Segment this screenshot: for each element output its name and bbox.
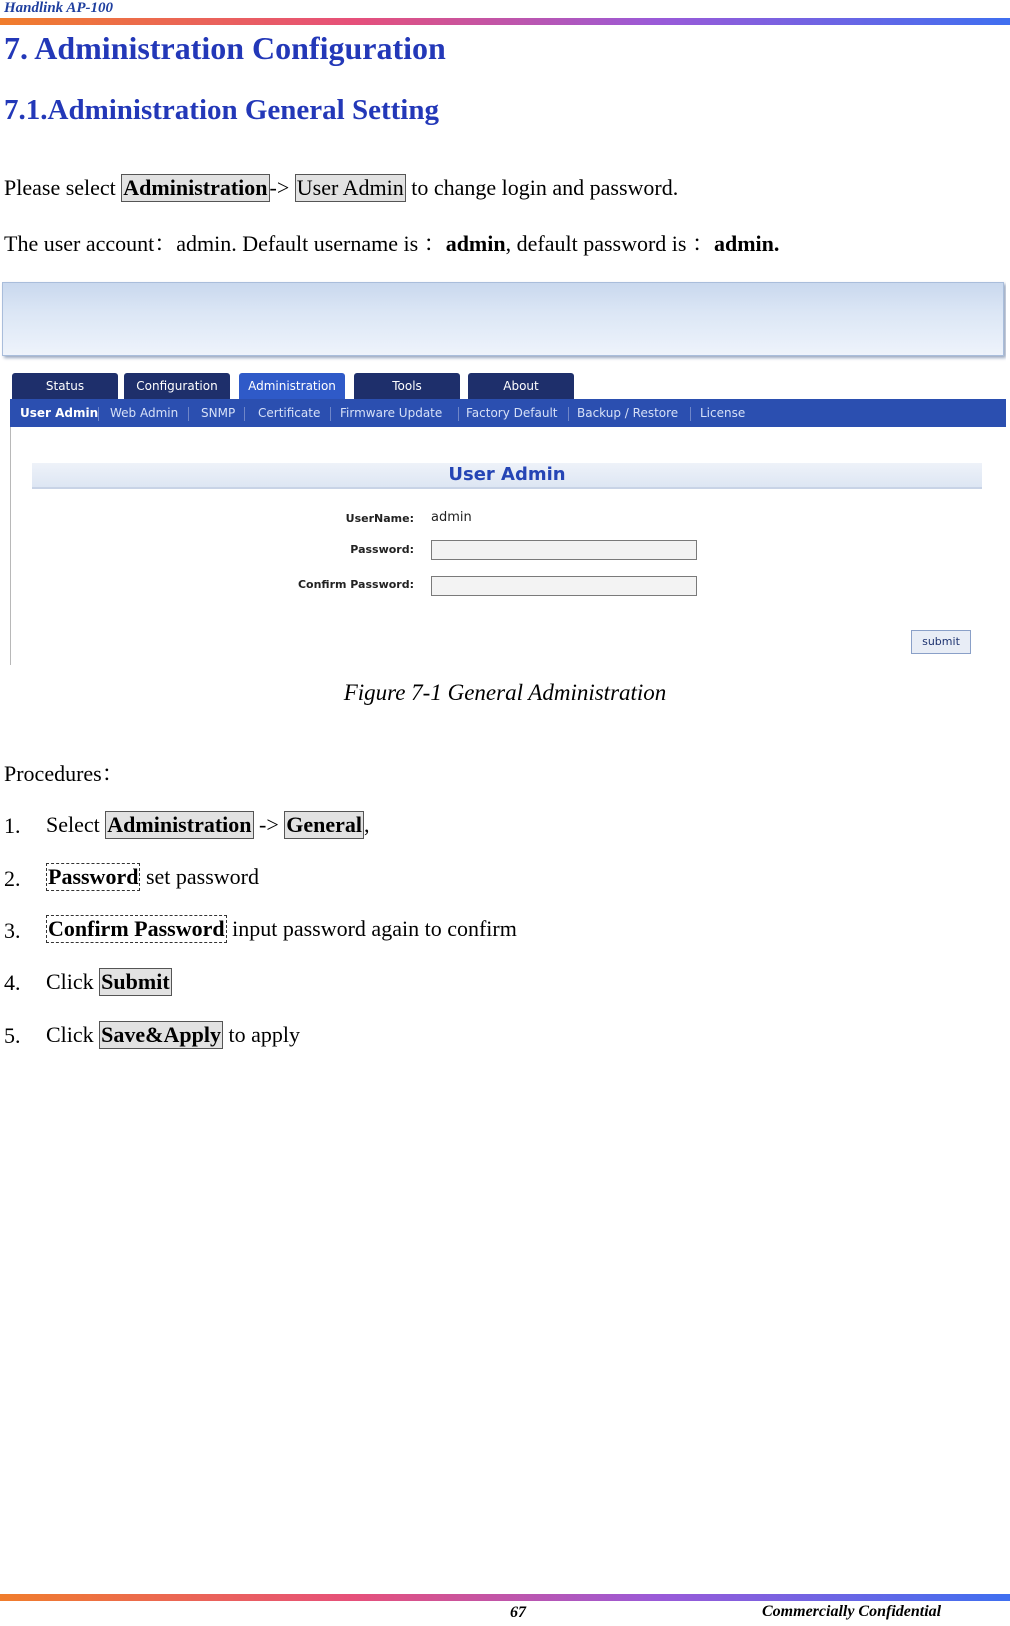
step-text: Select	[46, 812, 106, 837]
field-ref-password: Password	[48, 864, 139, 889]
username-value: admin	[431, 510, 472, 525]
arrow-text: ->	[253, 812, 285, 837]
subnav-divider	[244, 407, 245, 421]
subnav-license[interactable]: License	[700, 406, 746, 420]
header-color-bar	[0, 18, 1010, 25]
subnav-divider	[330, 407, 331, 421]
section-heading: 7. Administration Configuration	[4, 30, 446, 66]
panel-left-border	[10, 427, 11, 665]
figure-caption: Figure 7-1 General Administration	[343, 680, 667, 705]
step-5	[46, 1021, 300, 1049]
default-username: admin	[445, 231, 506, 256]
tab-configuration[interactable]: Configuration	[124, 373, 230, 399]
step-number: 1.	[4, 813, 21, 838]
subnav-divider	[188, 407, 189, 421]
subnav-web-admin[interactable]: Web Admin	[110, 406, 179, 420]
user-admin-panel-title: User Admin	[32, 463, 982, 489]
step-text: Click	[46, 969, 100, 994]
confirm-password-label: Confirm Password:	[297, 578, 414, 591]
step-text-end: input password again to confirm	[226, 916, 517, 941]
subsection-heading: 7.1.Administration General Setting	[4, 94, 439, 126]
subnav-divider	[568, 407, 569, 421]
confidential-notice: Commercially Confidential	[762, 1603, 942, 1620]
menu-ref-user-admin: User Admin	[296, 175, 404, 200]
field-ref-confirm-password: Confirm Password	[48, 916, 225, 941]
tab-administration[interactable]: Administration	[239, 373, 345, 399]
confirm-password-input[interactable]	[431, 576, 697, 596]
document-header-title: Handlink AP-100	[4, 0, 114, 16]
procedures-heading: Procedures：	[4, 761, 124, 786]
step-text: Click	[46, 1022, 100, 1047]
intro-line-1	[4, 174, 678, 202]
subnav-certificate[interactable]: Certificate	[258, 406, 321, 420]
username-label: UserName:	[345, 512, 414, 525]
subnav-firmware-update[interactable]: Firmware Update	[340, 406, 443, 420]
subnav-user-admin[interactable]: User Admin	[20, 406, 99, 420]
step-number: 3.	[4, 918, 21, 943]
submit-button[interactable]: submit	[911, 630, 971, 654]
default-password: admin.	[713, 231, 780, 256]
password-text: , default password is ：	[505, 231, 714, 256]
tab-status[interactable]: Status	[12, 373, 118, 399]
step-2	[46, 863, 259, 891]
subnav-backup-restore[interactable]: Backup / Restore	[577, 406, 679, 420]
menu-ref-administration: Administration	[123, 175, 268, 200]
step-text-end: set password	[140, 864, 259, 889]
page-number: 67	[510, 1604, 526, 1621]
password-label: Password:	[350, 543, 414, 556]
tab-about[interactable]: About	[468, 373, 574, 399]
button-ref-save-apply: Save&Apply	[101, 1022, 221, 1047]
intro-text: Please select	[4, 175, 122, 200]
footer-color-bar	[0, 1594, 1010, 1601]
step-number: 5.	[4, 1023, 21, 1048]
step-text-end: to apply	[222, 1022, 300, 1047]
subnav-snmp[interactable]: SNMP	[201, 406, 236, 420]
step-number: 4.	[4, 970, 21, 995]
tab-tools[interactable]: Tools	[354, 373, 460, 399]
admin-screenshot-figure	[0, 280, 1006, 665]
step-number: 2.	[4, 866, 21, 891]
intro-text-end: to change login and password.	[405, 175, 679, 200]
step-3	[46, 915, 517, 943]
password-input[interactable]	[431, 540, 697, 560]
intro-line-2	[4, 227, 779, 258]
account-text: The user account：admin. Default username is ：	[4, 231, 446, 256]
subnav-factory-default[interactable]: Factory Default	[466, 406, 558, 420]
arrow-text: ->	[269, 175, 295, 200]
step-4	[46, 968, 172, 996]
subnav-divider	[458, 407, 459, 421]
subnav-divider	[98, 407, 99, 421]
step-text-end: ,	[364, 812, 370, 837]
menu-ref-administration: Administration	[107, 812, 252, 837]
admin-subnav	[10, 399, 1006, 427]
button-ref-submit: Submit	[101, 969, 170, 994]
subnav-divider	[690, 407, 691, 421]
step-1	[46, 811, 370, 839]
menu-ref-general: General	[286, 812, 363, 837]
web-ui-banner	[2, 282, 1004, 356]
